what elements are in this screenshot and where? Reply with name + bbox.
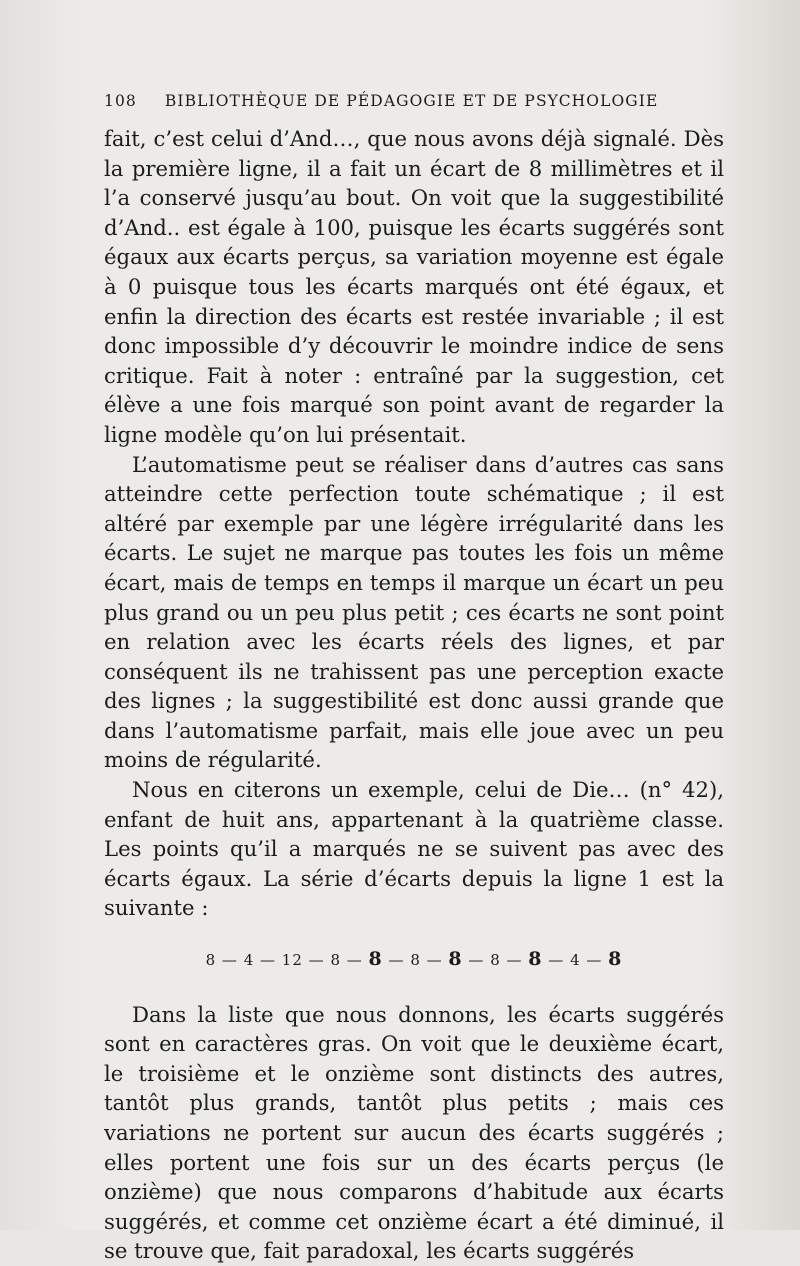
running-title: BIBLIOTHÈQUE DE PÉDAGOGIE ET DE PSYCHOLOGIE (164, 92, 659, 110)
gap-series (104, 945, 724, 976)
series-value-suggested: 8 (368, 948, 383, 971)
series-value: 4 (570, 951, 581, 970)
paragraph-3: Nous en citerons un exemple, celui de Die… (n° 42), enfant de huit ans, appartenant à la quatrième classe. Les points qu’il a marqués ne se suivent pas avec des écarts égaux. La série d’écarts depuis la ligne 1 est la suivante : (104, 777, 724, 921)
series-value: 8 (330, 951, 341, 970)
series-separator: — (500, 951, 529, 970)
series-value-suggested: 8 (528, 948, 543, 971)
series-separator: — (580, 951, 609, 970)
paragraph-4: Dans la liste que nous donnons, les écarts suggérés sont en caractères gras. On voit que le deuxième écart, le troisième et le onzième sont distincts des autres, tantôt plus grands, tantôt plus petits ; mais ces variations ne portent sur aucun des écarts suggérés ; elles portent une fois sur un des écarts perçus (le onzième) que nous comparons d’habitude aux écarts suggérés, et comme cet onzième écart a été diminué, il se trouve que, fait paradoxal, les écarts suggérés (104, 1001, 724, 1264)
series-value: 4 (243, 951, 255, 970)
series-value: 12 (281, 951, 303, 970)
series-separator: — (382, 951, 411, 970)
paragraph-2: L’automatisme peut se réaliser dans d’autres cas sans atteindre cette perfection toute schématique ; il est altéré par exemple par une légère irrégularité dans les écarts. Le sujet ne marque pas toutes les fois un même écart, mais de temps en temps il marque un écart un peu plus grand ou un peu plus petit ; ces écarts ne sont point en relation avec les écarts réels des lignes, et par conséquent ils ne trahissent pas une perception exacte des lignes ; la suggestibilité est donc aussi grande que dans l’automatisme parfait, mais elle joue avec un peu moins de régularité. (104, 451, 724, 773)
series-separator: — (216, 951, 244, 970)
series-separator: — (462, 951, 491, 970)
series-value-suggested: 8 (448, 948, 463, 971)
page-body (104, 124, 724, 1266)
series-separator: — (254, 951, 282, 970)
series-separator: — (340, 951, 369, 970)
paragraph-1: fait, c’est celui d’And…, que nous avons déjà signalé. Dès la première ligne, il a fait un écart de 8 millimètres et il l’a conservé jusqu’au bout. On voit que la suggestibilité d’And.. est égale à 100, puisque les écarts suggérés sont égaux aux écarts perçus, sa variation moyenne est égale à 0 puisque tous les écarts marqués ont été égaux, et enfin la direction des écarts est restée invariable ; il est donc impossible d’y découvrir le moindre indice de sens critique. Fait à noter : entraîné par la suggestion, cet élève a une fois marqué son point avant de regarder la ligne modèle qu’on lui présentait. (104, 126, 724, 447)
series-value-suggested: 8 (608, 948, 623, 971)
series-separator: — (302, 951, 331, 970)
series-value: 8 (490, 951, 501, 970)
page-number: 108 (104, 92, 137, 110)
series-value: 8 (410, 951, 421, 970)
running-header (104, 92, 724, 110)
series-value: 8 (205, 951, 217, 970)
series-separator: — (542, 951, 571, 970)
series-separator: — (420, 951, 449, 970)
